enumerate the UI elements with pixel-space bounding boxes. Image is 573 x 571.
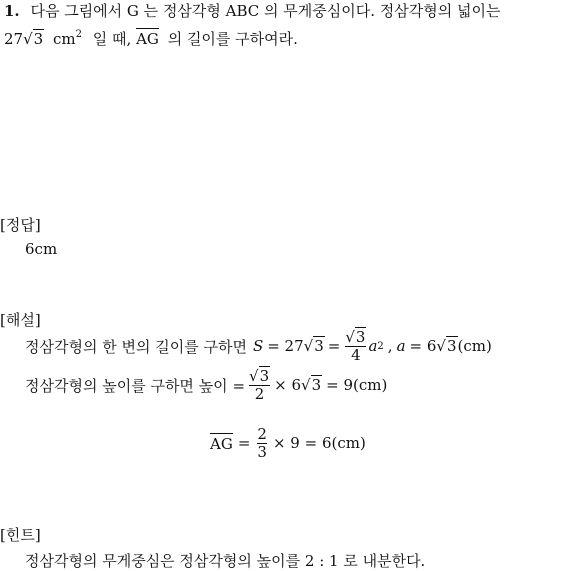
- sqrt-3: √3: [303, 337, 324, 355]
- height-result: = 9(cm): [326, 376, 388, 394]
- problem-number: 1.: [4, 2, 20, 20]
- solution-line-3: [210, 420, 366, 466]
- problem-mid-text: 일 때,: [92, 30, 132, 48]
- problem-tail-text: 의 길이를 구하여라.: [167, 30, 298, 48]
- segment-ag: AG: [210, 435, 233, 453]
- sqrt-3: √3: [301, 376, 322, 394]
- unit-cm: (cm): [457, 337, 492, 355]
- problem-line-1: [4, 0, 500, 22]
- a-exponent: 2: [377, 340, 384, 352]
- fraction-2-over-3: [257, 426, 267, 461]
- sqrt-3: √3: [436, 337, 457, 355]
- fraction-numerator: √3: [249, 366, 270, 385]
- symbol-a: a: [368, 337, 378, 355]
- hint-heading: [힌트]: [0, 526, 41, 544]
- solution-heading: [해설]: [0, 311, 41, 329]
- solution-line-2: [25, 362, 387, 408]
- eq-27: = 27: [267, 337, 304, 355]
- times-6: × 6: [274, 376, 302, 394]
- sqrt-3: √3: [23, 30, 44, 48]
- hint-text: 정삼각형의 무게중심은 정삼각형의 높이를 2 : 1 로 내분한다.: [25, 552, 426, 570]
- ag-result: × 9 = 6(cm): [272, 434, 366, 452]
- fraction-numerator: 2: [257, 424, 267, 443]
- area-unit-exp: 2: [75, 29, 82, 40]
- equals-sign: =: [237, 434, 251, 452]
- area-coefficient: 27: [4, 30, 24, 48]
- solution-line-1-text: 정삼각형의 한 변의 길이를 구하면: [25, 337, 247, 356]
- answer-value: 6cm: [25, 240, 58, 258]
- fraction-root3-over-4: [345, 329, 366, 364]
- fraction-denominator: 2: [249, 385, 270, 403]
- fraction-denominator: 4: [345, 346, 366, 364]
- eq-6: = 6: [409, 337, 437, 355]
- problem-text-1: 다음 그림에서 G 는 정삼각형 ABC 의 무게중심이다. 정삼각형의 넓이는: [30, 2, 501, 20]
- symbol-s: S: [252, 337, 264, 355]
- fraction-numerator: √3: [345, 327, 366, 346]
- solution-line-2-text: 정삼각형의 높이를 구하면 높이 =: [25, 376, 246, 395]
- equals-sign: =: [327, 337, 341, 355]
- segment-ag: AG: [136, 30, 159, 48]
- answer-heading: [정답]: [0, 216, 41, 234]
- area-unit: cm: [52, 30, 76, 48]
- fraction-denominator: 3: [257, 442, 267, 461]
- symbol-a-2: a: [396, 337, 406, 355]
- problem-line-2: [4, 24, 298, 50]
- comma: ,: [387, 337, 393, 355]
- fraction-root3-over-2: [249, 368, 270, 403]
